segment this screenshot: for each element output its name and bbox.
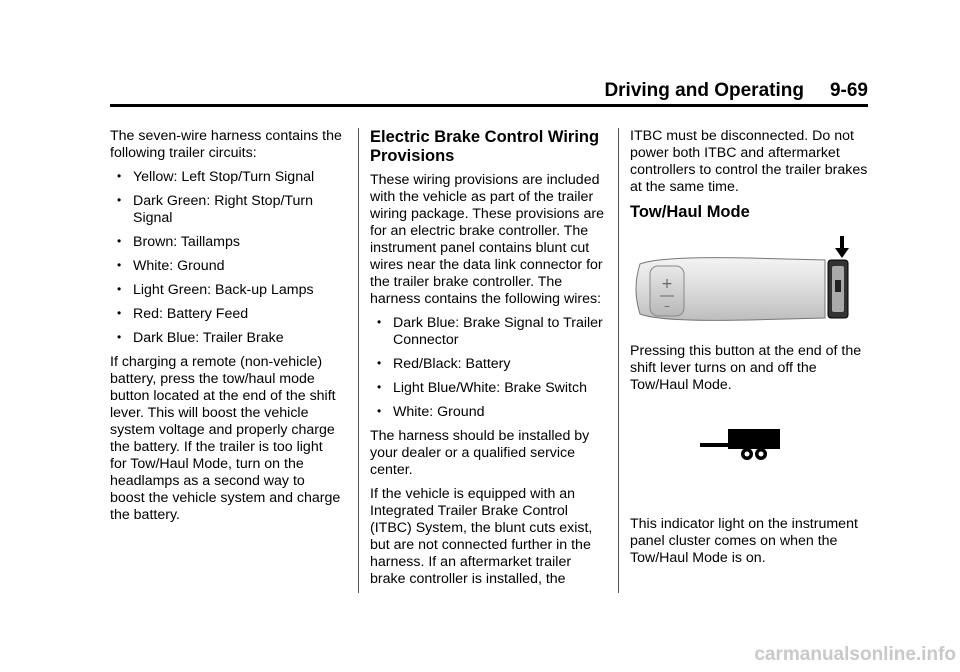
paragraph: If the vehicle is equipped with an Integrated Trailer Brake Control (ITBC) System, the blunt cuts exist, but are not connected further in the harness. If an aftermarket trailer brake controller is installed, the xyxy=(370,486,593,587)
bullet-icon: • xyxy=(377,356,382,370)
list-item: • Light Blue/White: Brake Switch xyxy=(377,380,587,396)
section-title: Driving and Operating xyxy=(604,80,804,101)
column-3 xyxy=(630,128,870,574)
svg-text:+: + xyxy=(661,276,673,292)
list-item: • Dark Green: Right Stop/Turn Signal xyxy=(117,193,314,226)
section-heading: Tow/Haul Mode xyxy=(630,203,750,221)
shift-lever-illustration xyxy=(630,236,855,332)
figure-caption: This indicator light on the instrument panel cluster comes on when the Tow/Haul Mode is on. xyxy=(630,516,858,566)
svg-text:–: – xyxy=(664,299,670,313)
bullet-icon: • xyxy=(117,282,122,296)
bullet-icon: • xyxy=(117,306,122,320)
intro-paragraph: The seven-wire harness contains the following trailer circuits: xyxy=(110,128,342,161)
column-1 xyxy=(110,128,342,531)
list-item: • Yellow: Left Stop/Turn Signal xyxy=(117,169,315,185)
watermark: carmanualsonline.info xyxy=(754,644,956,665)
bullet-icon: • xyxy=(117,258,122,272)
figure-caption: Pressing this button at the end of the shift lever turns on and off the Tow/Haul Mode. xyxy=(630,343,862,393)
column-2 xyxy=(370,128,606,595)
bullet-icon: • xyxy=(117,234,122,248)
list-item: • Light Green: Back-up Lamps xyxy=(117,282,314,298)
bullet-icon: • xyxy=(117,193,122,207)
bullet-icon: • xyxy=(117,169,122,183)
list-item: • Brown: Taillamps xyxy=(117,234,240,250)
section-heading: Electric Brake Control Wiring Provisions xyxy=(370,128,600,165)
list-item: • White: Ground xyxy=(377,404,485,420)
paragraph: These wiring provisions are included with the vehicle as part of the trailer wiring package. These provisions are for an electric brake controller. The instrument panel contains blunt cut wires near the data link connector for the trailer brake controller. The harness contains the following wires: xyxy=(370,172,604,307)
paragraph: The harness should be installed by your dealer or a qualified service center. xyxy=(370,428,590,478)
bullet-icon: • xyxy=(377,404,382,418)
column-divider xyxy=(618,128,619,593)
list-item: • Red: Battery Feed xyxy=(117,306,249,322)
bullet-icon: • xyxy=(377,315,382,329)
circuit-list xyxy=(110,169,342,347)
tow-haul-indicator-icon xyxy=(630,421,870,481)
list-item: • Dark Blue: Brake Signal to Trailer Connector xyxy=(377,315,603,348)
column-divider xyxy=(358,128,359,593)
page-number: 9-69 xyxy=(829,80,868,101)
bullet-icon: • xyxy=(377,380,382,394)
wire-list xyxy=(370,315,606,421)
page-header xyxy=(110,80,868,107)
list-item: • Dark Blue: Trailer Brake xyxy=(117,330,284,346)
list-item: • White: Ground xyxy=(117,258,225,274)
charging-paragraph: If charging a remote (non-vehicle) battery, press the tow/haul mode button located at the end of the shift lever. This will boost the vehicle system voltage and properly charge the battery. If the trailer is too light for Tow/Haul Mode, turn on the headlamps as a second way to boost the vehicle system and charge the battery. xyxy=(110,354,341,523)
bullet-icon: • xyxy=(117,330,122,344)
list-item: • Red/Black: Battery xyxy=(377,356,511,372)
paragraph: ITBC must be disconnected. Do not power both ITBC and aftermarket controllers to control the trailer brakes at the same time. xyxy=(630,128,868,195)
